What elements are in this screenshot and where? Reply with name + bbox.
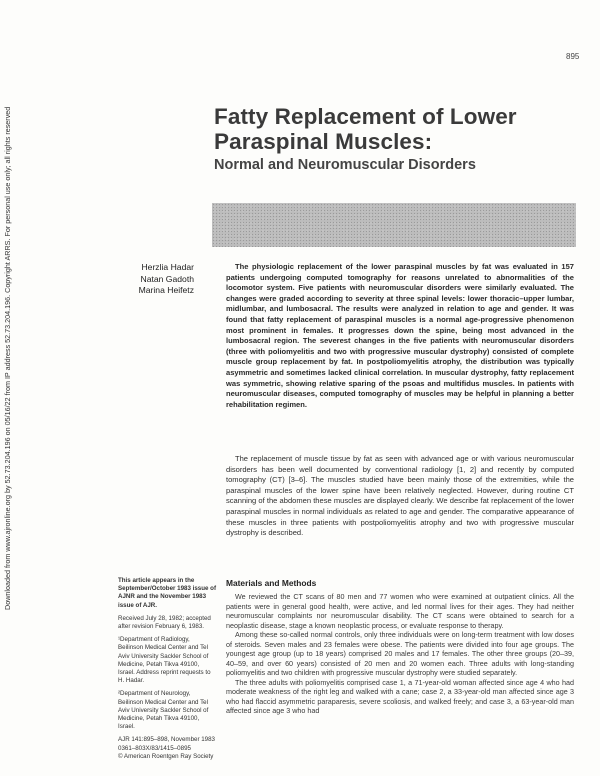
page-number: 895: [566, 52, 580, 61]
citation-line: AJR 141:895–898, November 1983: [118, 736, 216, 744]
abstract: The physiologic replacement of the lower paraspinal muscles by fat was evaluated in 157 patients undergoing computed tomography for reasons unrelated to abnormalities of the locomotor system. Five patients with neuromuscular disorders were similarly evaluated. The changes were graded according to severity at three spinal levels: lower thoracic–upper lumbar, midlumbar, and lumbosacral. The results were analyzed in relation to age and gender. It was found that fatty replacement of paraspinal muscles is a normal age-progressive phenomenon most prominent in females. It progresses down the spine, being most advanced in the lumbosacral region. The severest changes in the five patients with neuromuscular disorders (three with poliomyelitis and two with progressive muscular dystrophy) consisted of complete muscle group replacement by fat. In postpoliomyelitis atrophy, the distribution was typically asymmetric and sometimes lacked clinical correlation. In muscular dystrophy, fatty replacement was symmetric, showing relative sparing of the psoas and multifidus muscles. In patients with neuromuscular diseases, computed tomography of muscles may be helpful in planning a better rehabilitation regimen.: [226, 262, 574, 409]
methods-section: [226, 592, 574, 716]
publication-note: This article appears in the September/October 1983 issue of AJNR and the November 1983 issue of AJR.: [118, 577, 217, 609]
article-title-line-2: Paraspinal Muscles:: [214, 129, 433, 154]
copyright-line: © American Roentgen Ray Society: [118, 752, 214, 760]
methods-paragraph: The three adults with poliomyelitis comprised case 1, a 71-year-old woman affected since age 4 who had moderate weakness of the right leg and walked with a cane; case 2, a 33-year-old man affected since age 3 who had flaccid asymmetric paraparesis, severe scoliosis, and walked freely; and case 3, a 63-year-old man affected since age 3 who had: [226, 677, 574, 715]
author-list: [120, 262, 194, 297]
affiliation-note: ²Department of Neurology, Beilinson Medical Center and Tel Aviv University Sackler School of Medicine, Petah Tikva 49100, Israel.: [118, 690, 209, 731]
affiliation-note: ¹Department of Radiology, Beilinson Medical Center and Tel Aviv University Sackler School of Medicine, Petah Tikva 49100, Israel. Address reprint requests to H. Hadar.: [118, 636, 211, 685]
section-heading-methods: Materials and Methods: [226, 578, 317, 588]
issn-line: 0361–803X/83/1415–0895: [118, 744, 191, 752]
download-watermark: Downloaded from www.ajronline.org by 52.73.204.196 on 05/16/22 from IP address 52.73.204.196. Copyright ARRS. For personal use only; all rights reserved: [3, 106, 12, 610]
methods-paragraph: We reviewed the CT scans of 80 men and 77 women who were examined at outpatient clinics. All the patients were in general good health, were active, and led normal lives for their ages. They had neither neuromuscular complaints nor neuromuscular disability. The CT scans were obtained to search for a neoplastic disease, stage a known neoplastic process, or evaluate response to therapy.: [226, 592, 574, 630]
author-name: Marina Heifetz: [138, 285, 194, 295]
article-subtitle: Normal and Neuromuscular Disorders: [214, 157, 476, 173]
author-name: Herzlia Hadar: [141, 262, 194, 272]
methods-paragraph: Among these so-called normal controls, only three individuals were on long-term treatment with low doses of steroids. Seven males and 23 females were obese. The patients were divided into four age groups. The youngest age group (up to 18 years) comprised 20 males and 17 females. The other three groups (20–39, 40–59, and over 60 years) consisted of 20 men and 20 women each. Three adults with long-standing poliomyelitis and two children with progressive muscular dystrophy were studied separately.: [226, 630, 574, 677]
article-notes: [118, 577, 216, 761]
article-title-line-1: Fatty Replacement of Lower: [214, 104, 517, 129]
author-name: Natan Gadoth: [140, 273, 194, 284]
decorative-gray-band: [212, 203, 576, 247]
received-date-note: Received July 28, 1982; accepted after revision February 6, 1983.: [118, 614, 211, 631]
introduction-paragraph: The replacement of muscle tissue by fat as seen with advanced age or with various neuromuscular disorders has been well documented by conventional radiology [1, 2] and recently by computed tomography (CT) [3–6]. The muscles studied have been mainly those of the extremities, while the paraspinal muscles of the lower spine have been relatively neglected. However, during routine CT scanning of the abdomen these muscles are displayed clearly. We describe fat replacement of the lower paraspinal muscles in normal individuals as related to age and gender. The comparative appearance of these muscles in three patients with postpoliomyelitis atrophy and two with progressive muscular dystrophy is described.: [226, 454, 574, 538]
